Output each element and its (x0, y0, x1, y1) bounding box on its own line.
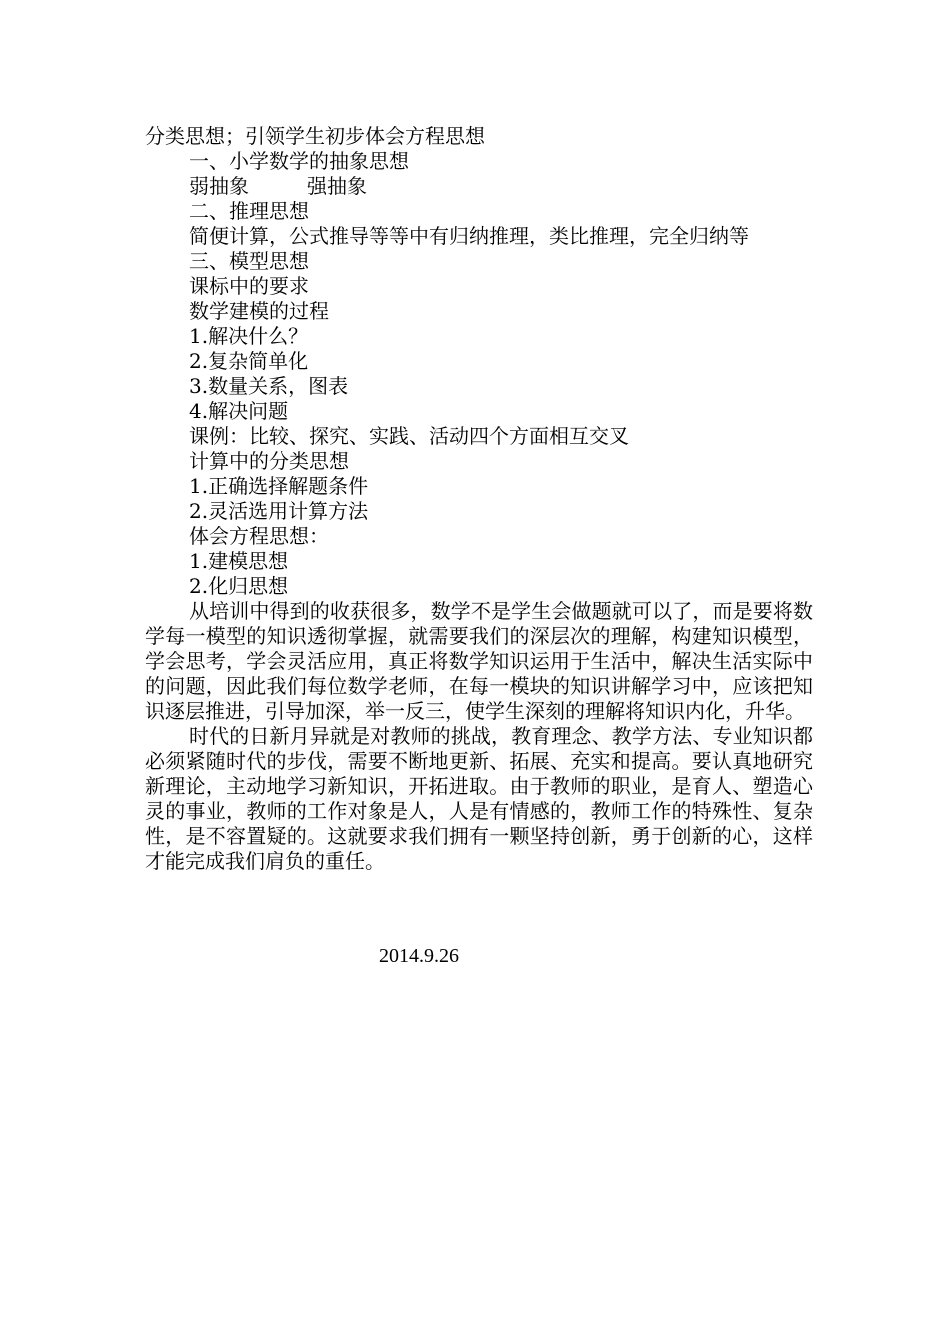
list-item: 2.复杂简单化 (189, 349, 309, 373)
weak-abstraction-label: 弱抽象 (189, 174, 249, 198)
document-body (145, 124, 813, 874)
text-line: 分类思想；引领学生初步体会方程思想 (145, 124, 485, 148)
list-item: 3.数量关系，图表 (189, 374, 349, 398)
list-item: 4.解决问题 (189, 399, 289, 423)
section-heading: 三、模型思想 (189, 249, 309, 273)
list-item: 1.建模思想 (189, 549, 289, 573)
list-item: 2.化归思想 (189, 574, 289, 598)
document-date: 2014.9.26 (379, 945, 459, 967)
text-line: 数学建模的过程 (189, 299, 329, 323)
strong-abstraction-label: 强抽象 (307, 174, 367, 198)
paragraph: 时代的日新月异就是对教师的挑战，教育理念、教学方法、专业知识都必须紧随时代的步伐，需要不断地更新、拓展、充实和提高。要认真地研究新理论，主动地学习新知识，开拓进取。由于教师的职业，是育人、塑造心灵的事业，教师的工作对象是人，人是有情感的，教师工作的特殊性、复杂性，是不容置疑的。这就要求我们拥有一颗坚持创新，勇于创新的心，这样才能完成我们肩负的重任。 (145, 724, 813, 873)
section-heading: 一、小学数学的抽象思想 (189, 149, 409, 173)
section-heading: 二、推理思想 (189, 199, 309, 223)
paragraph: 从培训中得到的收获很多，数学不是学生会做题就可以了，而是要将数学每一模型的知识透彻掌握，就需要我们的深层次的理解，构建知识模型，学会思考，学会灵活应用，真正将数学知识运用于生活中，解决生活实际中的问题，因此我们每位数学老师，在每一模块的知识讲解学习中，应该把知识逐层推进，引导加深，举一反三，使学生深刻的理解将知识内化，升华。 (145, 599, 813, 723)
text-line: 课例：比较、探究、实践、活动四个方面相互交叉 (189, 424, 629, 448)
abstraction-types-line (145, 174, 813, 199)
list-item: 1.解决什么？ (189, 324, 309, 348)
list-item: 2.灵活选用计算方法 (189, 499, 369, 523)
text-line: 计算中的分类思想 (189, 449, 349, 473)
text-line: 体会方程思想： (189, 524, 329, 548)
text-line: 简便计算，公式推导等等中有归纳推理，类比推理，完全归纳等 (189, 224, 749, 248)
text-line: 课标中的要求 (189, 274, 309, 298)
list-item: 1.正确选择解题条件 (189, 474, 369, 498)
